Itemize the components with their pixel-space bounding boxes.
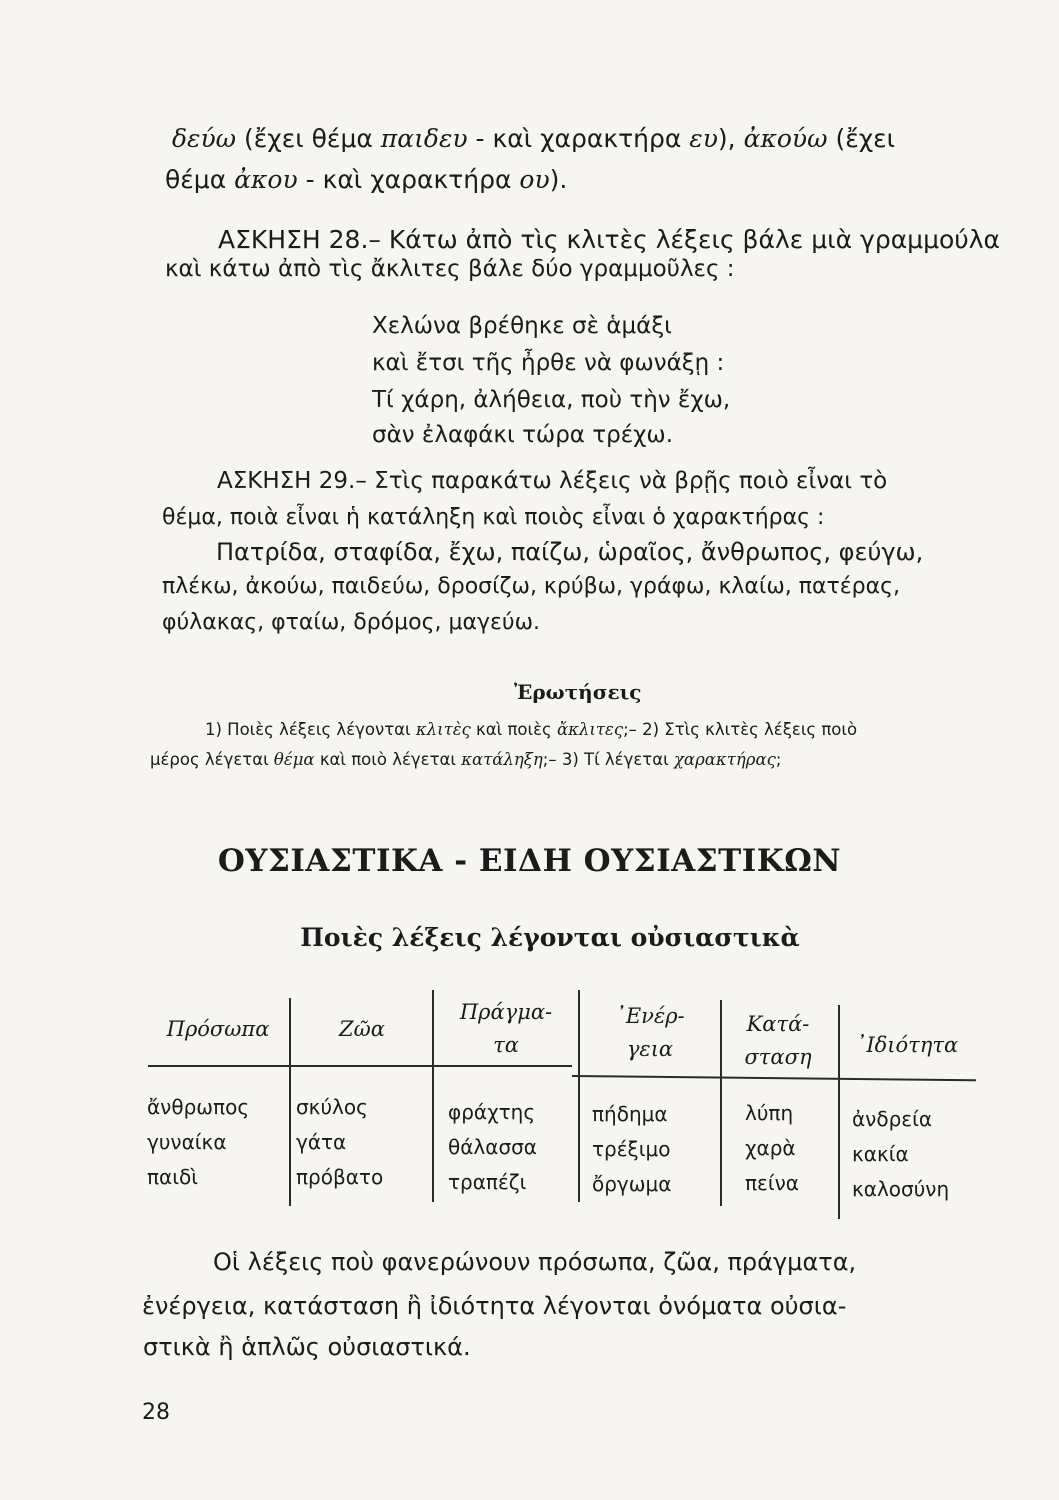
text-run: ἀκου — [234, 165, 298, 194]
summary-line-2: ἐνέργεια, κατάσταση ἢ ἰδιότητα λέγονται ὀνόματα οὐσια- — [142, 1292, 847, 1320]
table-column-things — [448, 1095, 537, 1200]
table-cell: καλοσύνη — [852, 1177, 950, 1201]
text-run: κατάληξη — [461, 750, 543, 769]
text-run: ἄκλιτες — [556, 720, 624, 739]
table-column-state — [745, 1096, 799, 1201]
table-divider-1 — [289, 998, 291, 1206]
table-cell: γυναίκα — [147, 1130, 227, 1154]
summary-line-3: στικὰ ἢ ἁπλῶς οὐσιαστικά. — [143, 1333, 471, 1361]
text-run: 1) Ποιὲς λέξεις λέγονται — [205, 720, 416, 739]
table-cell: ἀνδρεία — [852, 1107, 933, 1131]
table-cell: χαρὰ — [745, 1136, 796, 1160]
table-cell: πρόβατο — [296, 1165, 384, 1189]
page-number: 28 — [142, 1400, 170, 1425]
table-cell: φράχτης — [448, 1100, 536, 1124]
text-run: παιδευ — [380, 124, 468, 153]
questions-line-2 — [150, 752, 781, 769]
text-run: ;– 3) Τί λέγεται — [542, 750, 674, 769]
section-title: ΟΥΣΙΑΣΤΙΚΑ - ΕΙΔΗ ΟΥΣΙΑΣΤΙΚΩΝ — [217, 843, 842, 879]
header-text: ᾿Ενέρ- — [615, 1004, 685, 1028]
table-divider-4 — [720, 1000, 722, 1206]
poem-line-3: Τί χάρη, ἀλήθεια, ποὺ τὴν ἔχω, — [372, 387, 731, 413]
table-cell: ὄργωμα — [592, 1172, 672, 1196]
text-run: ). — [549, 165, 568, 194]
table-rule-left — [148, 1065, 572, 1067]
text-run: - καὶ χαρακτήρα — [297, 165, 520, 194]
header-text: Κατά- — [746, 1012, 810, 1036]
exercise-29-line-4: πλέκω, ἀκούω, παιδεύω, δροσίζω, κρύβω, γράφω, κλαίω, πατέρας, — [162, 574, 901, 599]
table-column-persons — [147, 1090, 249, 1195]
intro-line-2 — [165, 167, 567, 192]
table-cell: γάτα — [296, 1130, 347, 1154]
table-cell: σκύλος — [296, 1095, 368, 1119]
exercise-28-line-2: καὶ κάτω ἀπὸ τὶς ἄκλιτες βάλε δύο γραμμοῦλες : — [165, 256, 735, 282]
text-run: καὶ ποιὲς — [470, 720, 557, 739]
questions-line-1 — [205, 722, 857, 739]
exercise-29-line-5: φύλακας, φταίω, δρόμος, μαγεύω. — [162, 610, 541, 635]
table-cell: παιδὶ — [147, 1165, 198, 1189]
exercise-28-line-1: ΑΣΚΗΣΗ 28.– Κάτω ἀπὸ τὶς κλιτὲς λέξεις βάλε μιὰ γραμμούλα — [218, 225, 1001, 254]
poem-line-4: σὰν ἐλαφάκι τώρα τρέχω. — [372, 422, 673, 448]
exercise-29-line-3: Πατρίδα, σταφίδα, ἔχω, παίζω, ὡραῖος, ἄνθρωπος, φεύγω, — [216, 538, 924, 566]
text-run: ἀκούω — [743, 124, 828, 153]
intro-line-1 — [172, 126, 895, 151]
text-run: μέρος λέγεται — [150, 750, 274, 769]
summary-line-1: Οἱ λέξεις ποὺ φανερώνουν πρόσωπα, ζῶα, πράγματα, — [213, 1248, 857, 1276]
header-text: ᾿Ιδιότητα — [855, 1033, 959, 1057]
text-run: (ἔχει θέμα — [236, 124, 381, 153]
text-run: δεύω — [172, 124, 237, 153]
table-cell: πήδημα — [592, 1102, 668, 1126]
exercise-29-line-2: θέμα, ποιὰ εἶναι ἡ κατάληξη καὶ ποιὸς εἶναι ὁ χαρακτήρας : — [162, 505, 825, 530]
header-text: Πρόσωπα — [166, 1017, 270, 1041]
table-cell: λύπη — [745, 1101, 794, 1125]
header-text: γεια — [626, 1037, 674, 1061]
table-cell: τραπέζι — [448, 1170, 527, 1194]
table-column-action — [592, 1097, 671, 1202]
poem-line-1: Χελώνα βρέθηκε σὲ ἁμάξι — [372, 313, 672, 339]
header-text: σταση — [744, 1045, 812, 1069]
exercise-29-line-1: ΑΣΚΗΣΗ 29.– Στὶς παρακάτω λέξεις νὰ βρῇς ποιὸ εἶναι τὸ — [217, 468, 888, 494]
header-text: Πράγμα- — [459, 1000, 553, 1024]
text-run: (ἔχει — [827, 124, 896, 153]
table-cell: τρέξιμο — [592, 1137, 671, 1161]
table-header-action — [580, 1000, 720, 1066]
text-run: ), — [717, 124, 744, 153]
table-header-persons — [148, 1012, 288, 1046]
table-cell: θάλασσα — [448, 1135, 537, 1159]
poem-line-2: καὶ ἔτσι τῆς ἦρθε νὰ φωνάξῃ : — [372, 350, 725, 376]
questions-heading: Ἐρωτήσεις — [514, 680, 642, 704]
text-run: - καὶ χαρακτήρα — [467, 124, 690, 153]
text-run: καὶ ποιὸ λέγεται — [314, 750, 462, 769]
table-column-animals — [296, 1090, 383, 1195]
table-header-animals — [292, 1012, 432, 1046]
table-cell: ἄνθρωπος — [147, 1095, 250, 1119]
text-run: κλιτὲς — [415, 720, 471, 739]
table-divider-5 — [838, 1005, 840, 1219]
table-cell: πείνα — [745, 1171, 799, 1195]
table-divider-2 — [432, 990, 434, 1202]
text-run: θέμα — [165, 165, 235, 194]
table-header-quality — [842, 1028, 972, 1062]
text-run: θέμα — [273, 750, 315, 769]
table-header-things — [436, 996, 576, 1062]
text-run: ;– 2) Στὶς κλιτὲς λέξεις ποιὸ — [623, 720, 858, 739]
text-run: ου — [519, 165, 550, 194]
text-run: ; — [775, 750, 782, 769]
text-run: ευ — [689, 124, 718, 153]
header-text: τα — [493, 1033, 519, 1057]
table-column-quality — [852, 1102, 949, 1207]
table-rule-right — [572, 1075, 976, 1081]
section-subtitle: Ποιὲς λέξεις λέγονται οὐσιαστικὰ — [300, 923, 800, 952]
table-cell: κακία — [852, 1142, 909, 1166]
text-run: χαρακτήρας — [673, 750, 776, 769]
header-text: Ζῶα — [339, 1017, 385, 1041]
table-divider-3 — [578, 990, 580, 1202]
table-header-state — [722, 1008, 834, 1074]
